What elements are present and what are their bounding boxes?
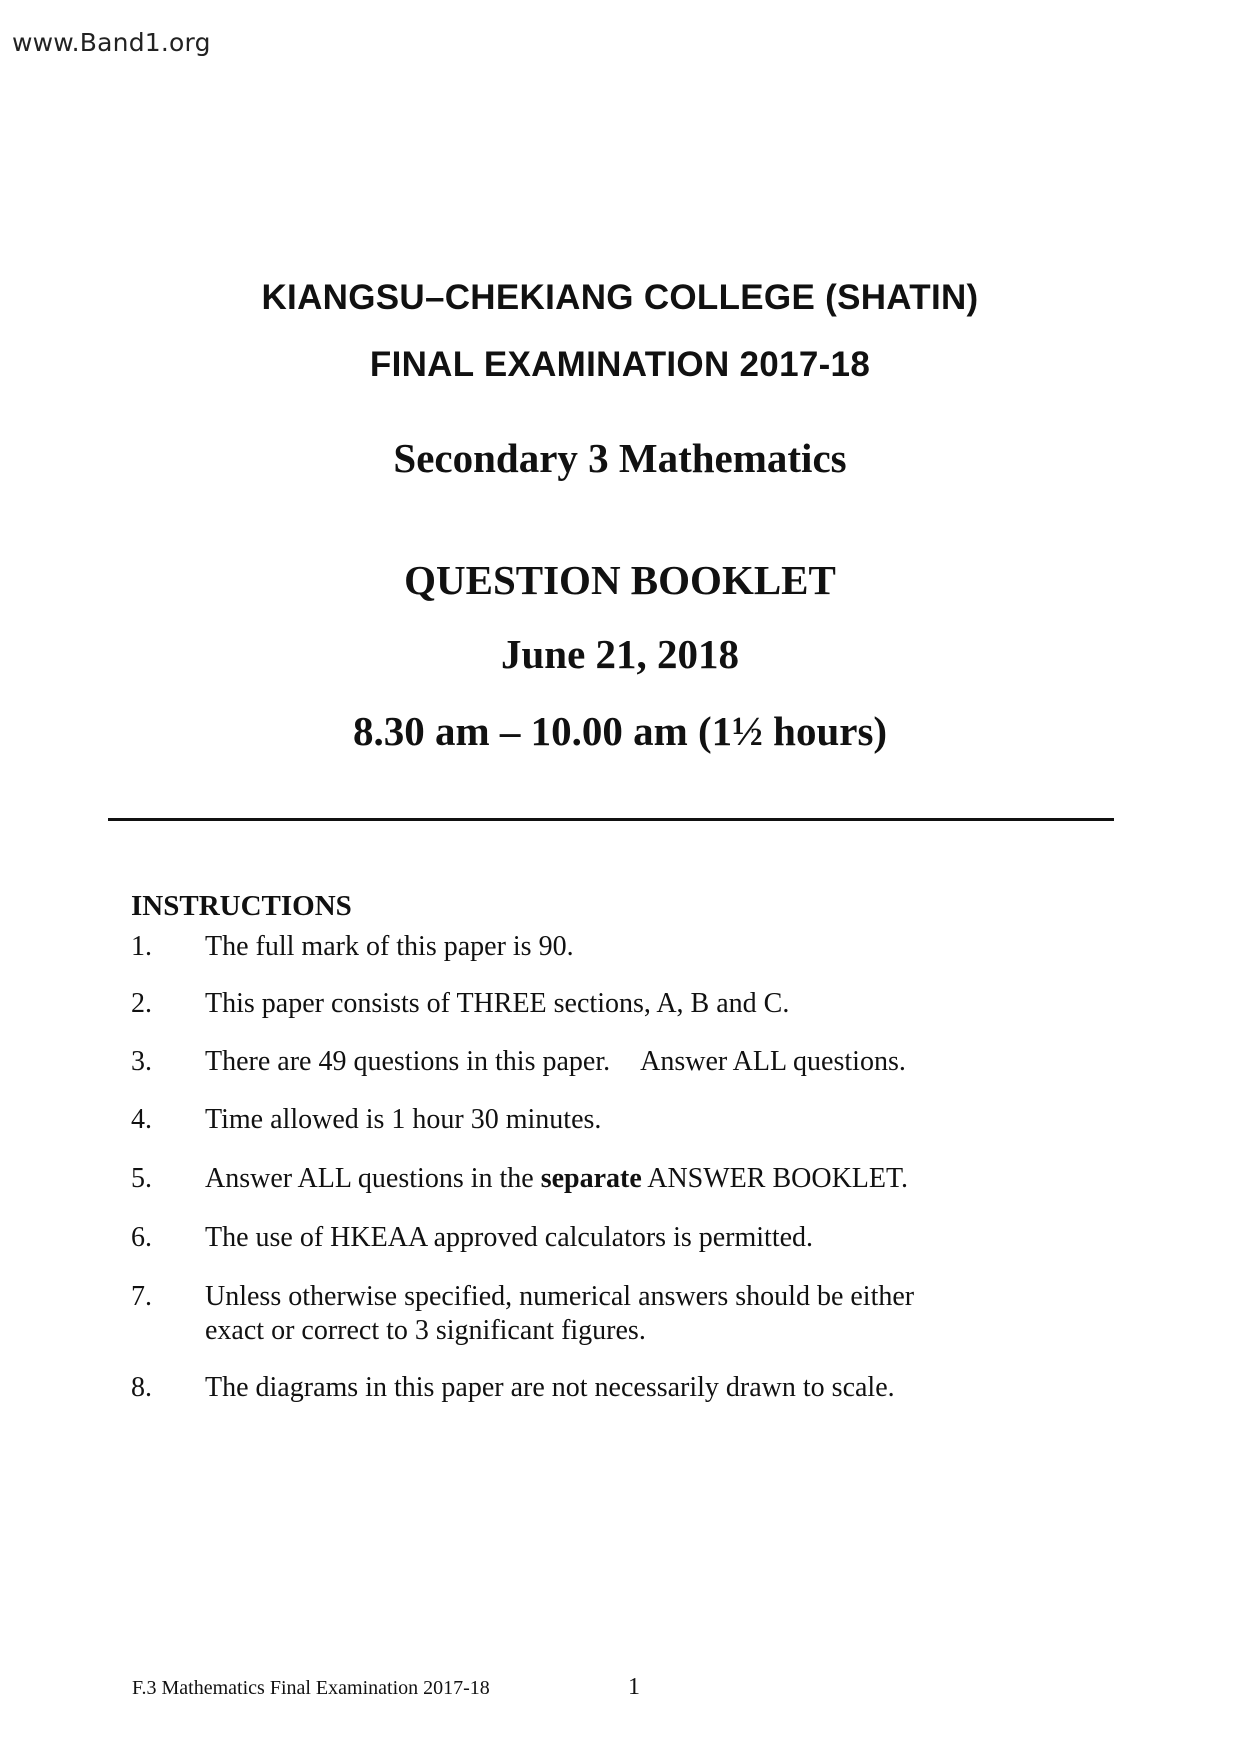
watermark-url: www.Band1.org: [12, 28, 211, 57]
instruction-item: [131, 1103, 1111, 1137]
divider-rule: [108, 818, 1114, 821]
booklet-title: QUESTION BOOKLET: [404, 557, 836, 603]
instruction-text: [205, 1162, 1111, 1196]
instruction-item: [131, 987, 1111, 1021]
instruction-text: This paper consists of THREE sections, A, B and C.: [205, 988, 790, 1019]
instruction-item: [131, 1371, 1111, 1405]
instructions-heading: INSTRUCTIONS: [131, 890, 352, 922]
instruction-number: 5.: [131, 1163, 152, 1194]
exam-date: June 21, 2018: [500, 631, 740, 677]
instruction-item: [131, 1280, 1111, 1348]
instruction-number: 1.: [131, 931, 152, 962]
exam-time: 8.30 am – 10.00 am (1½ hours): [352, 708, 888, 754]
instruction-number: 6.: [131, 1222, 152, 1253]
instruction-number: 4.: [131, 1104, 152, 1135]
footer-title: F.3 Mathematics Final Examination 2017-18: [132, 1677, 490, 1699]
subject-title: Secondary 3 Mathematics: [393, 435, 847, 481]
instruction-item: [131, 1221, 1111, 1255]
exam-title: FINAL EXAMINATION 2017-18: [369, 345, 871, 384]
instruction-number: 2.: [131, 988, 152, 1019]
instruction-text: Unless otherwise specified, numerical answers should be either exact or correct to 3 significant figures.: [205, 1281, 915, 1346]
instruction-text: The use of HKEAA approved calculators is permitted.: [205, 1222, 814, 1253]
instruction-text-part: ANSWER BOOKLET.: [641, 1163, 909, 1194]
instruction-text: [205, 1045, 1111, 1079]
instruction-number: 3.: [131, 1046, 152, 1077]
instruction-text: The diagrams in this paper are not necessarily drawn to scale.: [205, 1372, 895, 1403]
instruction-text-part: Answer ALL questions.: [640, 1046, 906, 1077]
instruction-number: 8.: [131, 1372, 152, 1403]
instruction-item: [131, 1162, 1111, 1196]
instruction-number: 7.: [131, 1281, 152, 1312]
instruction-text-part: Answer ALL questions in the: [205, 1163, 541, 1194]
instruction-text: Time allowed is 1 hour 30 minutes.: [205, 1104, 602, 1135]
school-name: KIANGSU–CHEKIANG COLLEGE (SHATIN): [261, 278, 979, 317]
instruction-text: The full mark of this paper is 90.: [205, 931, 574, 962]
instruction-item: [131, 1045, 1111, 1079]
page-number: 1: [628, 1674, 640, 1700]
instruction-text-part: There are 49 questions in this paper.: [205, 1046, 611, 1077]
instruction-item: [131, 930, 1111, 964]
instruction-emphasis: separate: [540, 1163, 642, 1194]
